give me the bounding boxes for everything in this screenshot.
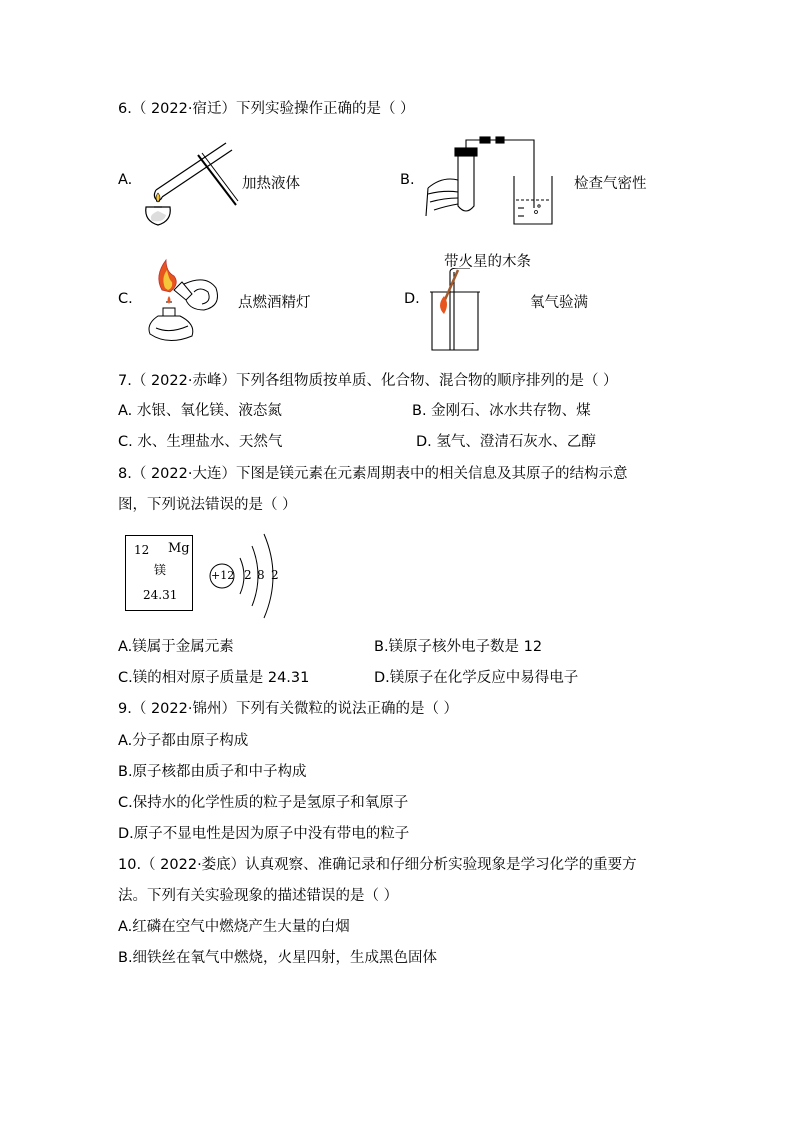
q8-stem-line1: 8.（ 2022·大连）下图是镁元素在元素周期表中的相关信息及其原子的结构示意 [118,466,628,482]
q9-option-c: C.保持水的化学性质的粒子是氢原子和氧原子 [118,795,409,811]
q9-option-d: D.原子不显电性是因为原子中没有带电的粒子 [118,826,410,842]
q10-option-b: B.细铁丝在氧气中燃烧，火星四射，生成黑色固体 [118,950,438,966]
q6-option-a-caption: 加热液体 [242,176,300,192]
q6-option-d-caption: 氧气验满 [530,295,588,311]
q7-stem: 7.（ 2022·赤峰）下列各组物质按单质、化合物、混合物的顺序排列的是（ ） [118,373,618,389]
shell-1-electrons: 2 [244,568,252,582]
element-name: 镁 [154,563,167,577]
q9-option-a: A.分子都由原子构成 [118,733,249,749]
q6-option-d-label: 带火星的木条 [444,254,531,270]
q10-option-a: A.红磷在空气中燃烧产生大量的白烟 [118,919,350,935]
q8-option-a: A.镁属于金属元素 [118,639,234,655]
element-card [125,535,193,611]
atomic-number: 12 [134,543,150,557]
q7-option-b: B. 金刚石、冰水共存物、煤 [412,403,591,419]
q9-option-b: B.原子核都由质子和中子构成 [118,764,307,780]
q10-stem-line1: 10.（ 2022·娄底）认真观察、准确记录和仔细分析实验现象是学习化学的重要方 [118,857,637,873]
q7-option-c: C. 水、生理盐水、天然气 [118,434,283,450]
q6-option-c-letter: C. [118,291,133,307]
atomic-mass: 24.31 [143,588,178,602]
q6-option-a-letter: A. [118,172,133,188]
shell-3-electrons: 2 [271,568,279,582]
q8-stem-line2: 图，下列说法错误的是（ ） [118,497,297,513]
nucleus-charge: +12 [211,569,235,582]
q9-stem: 9.（ 2022·锦州）下列有关微粒的说法正确的是（ ） [118,701,459,717]
q8-option-c: C.镁的相对原子质量是 24.31 [118,670,310,686]
q7-option-a: A. 水银、氧化镁、液态氮 [118,403,282,419]
q6-option-b-caption: 检查气密性 [574,176,647,192]
q8-option-b: B.镁原子核外电子数是 12 [374,639,543,655]
airtightness-check-figure [424,136,554,232]
q6-option-c-caption: 点燃酒精灯 [238,295,311,311]
q7-option-d: D. 氢气、澄清石灰水、乙醇 [416,434,596,450]
shell-2-electrons: 8 [257,568,265,582]
q8-option-d: D.镁原子在化学反应中易得电子 [374,670,579,686]
q6-stem: 6.（ 2022·宿迁）下列实验操作正确的是（ ） [118,101,415,117]
element-symbol: Mg [168,541,190,556]
lighting-alcohol-lamp-figure [136,254,226,346]
q6-option-d-letter: D. [404,291,420,307]
oxygen-full-test-figure [428,268,488,352]
q10-stem-line2: 法。下列有关实验现象的描述错误的是（ ） [118,888,399,904]
q6-option-b-letter: B. [400,172,415,188]
test-tube-heating-figure [138,135,240,231]
